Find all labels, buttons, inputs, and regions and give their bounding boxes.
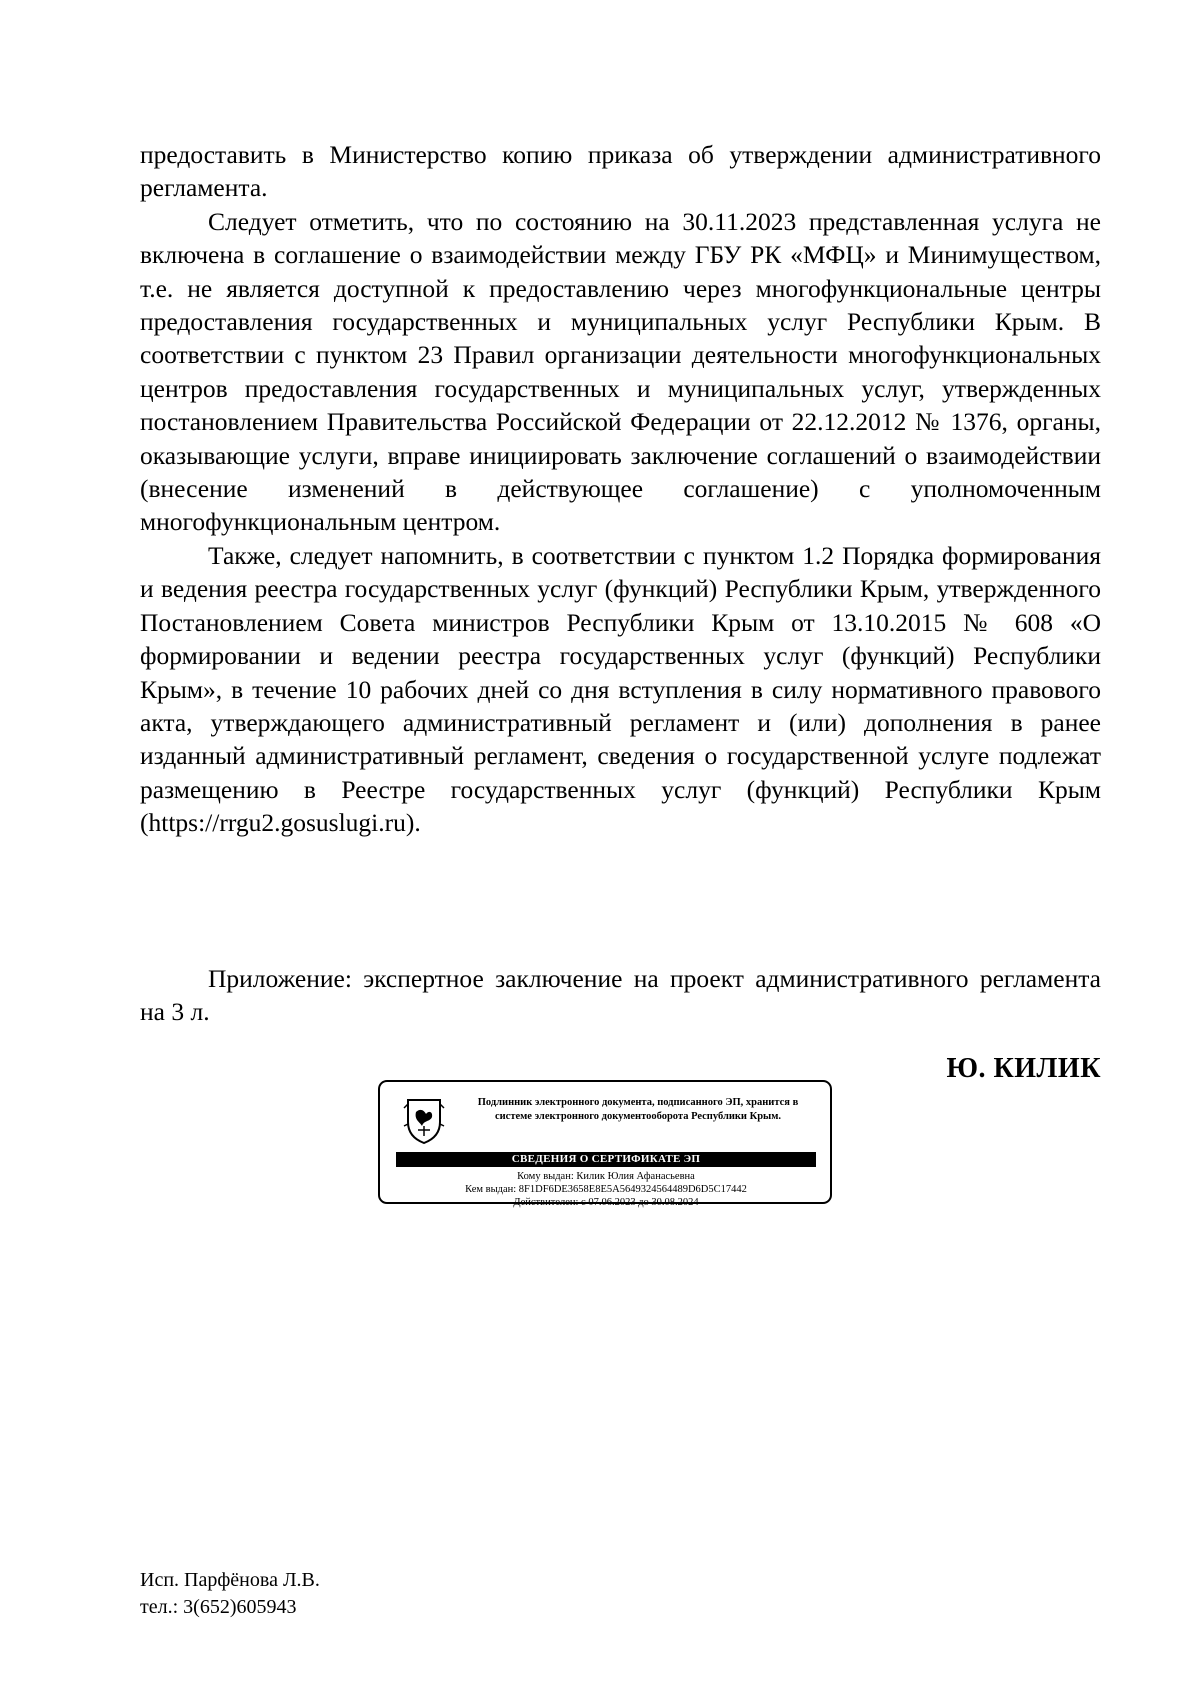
certificate-issued-to: Кому выдан: Килик Юлия Афанасьевна	[517, 1171, 695, 1182]
certificate-info-bar: СВЕДЕНИЯ О СЕРТИФИКАТЕ ЭП	[396, 1152, 816, 1167]
executor-footer	[140, 1567, 320, 1621]
attachment-text: Приложение: экспертное заключение на проект административного регламента на 3 л.	[140, 964, 1101, 1027]
crimea-coat-of-arms-icon	[402, 1096, 446, 1146]
certificate-validity: Действителен: с 07.06.2023 до 30.08.2024	[513, 1197, 699, 1208]
paragraph-continuation: предоставить в Министерство копию приказа об утверждении административного регламента.	[140, 140, 1101, 203]
attachment-note	[140, 962, 1101, 1029]
certificate-issuer: Кем выдан: 8F1DF6DE3658E8E5A5649324564489D6D5C17442	[465, 1184, 747, 1195]
electronic-signature-stamp	[378, 1080, 832, 1208]
letter-body	[140, 138, 1101, 840]
executor-phone: тел.: 3(652)605943	[140, 1596, 297, 1618]
paragraph-mfc-agreement: Следует отметить, что по состоянию на 30.11.2023 представленная услуга не включена в соглашение о взаимодействии между ГБУ РК «МФЦ» и Минимуществом, т.е. не является доступной к предоставлению через многофункциональные центры предоставления государственных и муниципальных услуг Республики Крым. В соответствии с пунктом 23 Правил организации деятельности многофункциональных центров предоставления государственных и муниципальных услуг, утвержденных постановлением Правительства Российской Федерации от 22.12.2012 № 1376, органы, оказывающие услуги, вправе инициировать заключение соглашений о взаимодействии (внесение изменений в действующее соглашение) с уполномоченным многофункциональным центром.	[140, 206, 1101, 537]
stamp-header-text: Подлинник электронного документа, подписанного ЭП, хранится в системе электронного документооборота Республики Крым.	[477, 1097, 799, 1122]
executor-name: Исп. Парфёнова Л.В.	[140, 1569, 320, 1591]
paragraph-registry: Также, следует напомнить, в соответствии с пунктом 1.2 Порядка формирования и ведения реестра государственных услуг (функций) Республики Крым, утвержденного Постановлением Совета министров Республики Крым от 13.10.2015 № 608 «О формировании и ведении реестра государственных услуг (функций) Республики Крым», в течение 10 рабочих дней со дня вступления в силу нормативного правового акта, утверждающего административный регламент и (или) дополнения в ранее изданный административный регламент, сведения о государственной услуге подлежат размещению в Реестре государственных услуг (функций) Республики Крым (https://rrgu2.gosuslugi.ru).	[140, 540, 1101, 838]
certificate-details	[396, 1170, 816, 1209]
signer-name: Ю. КИЛИК	[946, 1053, 1101, 1084]
